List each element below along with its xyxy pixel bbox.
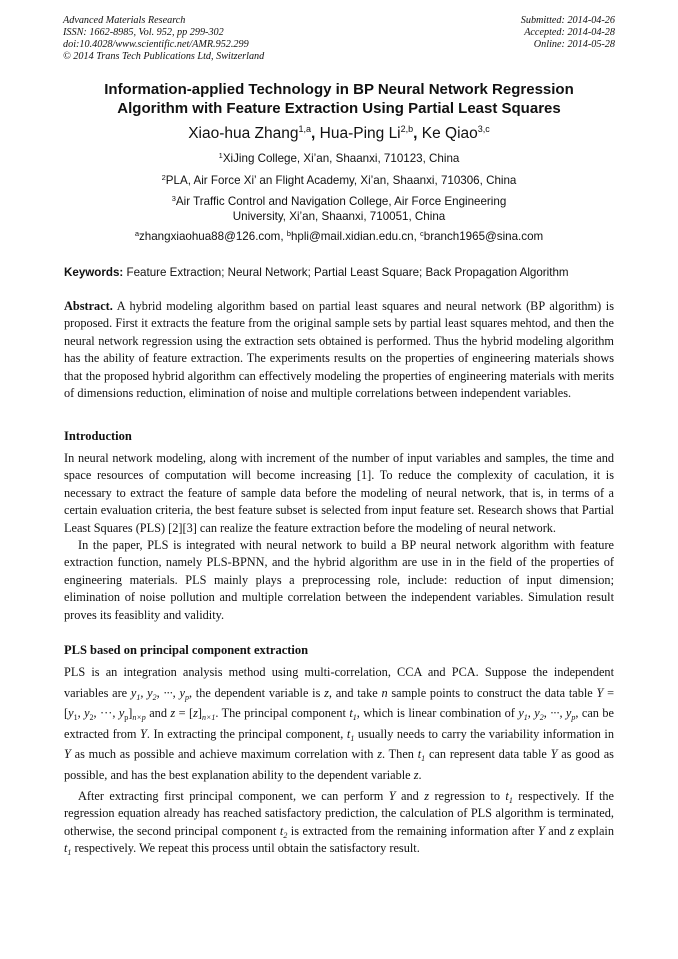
math-t1: $t_1$ xyxy=(346,726,355,743)
copyright-line: © 2014 Trans Tech Publications Ltd, Switzerland xyxy=(63,51,265,62)
math-Y: Y xyxy=(64,747,71,762)
math-y-list: $y_1$, $y_2$, ···, $y_p$ xyxy=(130,685,189,702)
email-sep: , xyxy=(280,230,287,243)
author-name: Hua-Ping Li xyxy=(319,125,401,142)
math-Y: Y xyxy=(550,747,558,762)
math-z-vector: $z = [z]_{n\times 1}$ xyxy=(170,706,216,723)
pls-paragraph-1: PLS is an integration analysis method using multi-correlation, CCA and PCA. Suppose the independent variables are $y_1$, $y_2$, ···, $y_p$, the dependent variable is z, and take n sample points to construct the data table $Y = [y_1$, $y_2$, ···, $y_p]_{n\times p}$ and $z = [z]_{n\times 1}$. The principal component $t_1$, which is linear combination of $y_1$, $y_2$, ···, $y_p$, can be extracted from Y. In extracting the principal component, $t_1$ usually needs to carry the variability information in Y as much as possible and achieve maximum correlation with z. Then $t_1$ can represent data table Y as good as possible, and has the best explanation ability to the dependent variable z. xyxy=(64,665,615,782)
affiliation-3 xyxy=(40,194,638,224)
email-sup: c xyxy=(420,229,424,238)
journal-name: Advanced Materials Research xyxy=(63,15,186,26)
math-data-table: $Y = [y_1$, $y_2$, ···, $y_p]_{n\times p}$ xyxy=(64,685,615,723)
author-sep: , xyxy=(413,125,422,142)
author-list xyxy=(40,124,638,144)
keywords-text: Feature Extraction; Neural Network; Partial Least Square; Back Propagation Algorithm xyxy=(123,266,569,279)
abstract xyxy=(64,298,614,402)
affiliation-text: Air Traffic Control and Navigation College, Air Force Engineering xyxy=(175,195,507,208)
issn-line: ISSN: 1662-8985, Vol. 952, pp 299-302 xyxy=(63,27,224,38)
math-z: z xyxy=(324,685,329,700)
paper-title xyxy=(40,80,638,118)
affiliation-text-2: University, Xi’an, Shaanxi, 710051, China xyxy=(232,210,446,223)
affiliation-sup: 1 xyxy=(218,151,223,160)
submission-dates xyxy=(521,15,615,51)
affiliation-text: PLA, Air Force Xi’ an Flight Academy, Xi’an, Shaanxi, 710306, China xyxy=(165,174,517,187)
math-t1: $t_1$ xyxy=(417,747,426,764)
affiliation-sup: 2 xyxy=(161,173,166,182)
email-sup: b xyxy=(286,229,291,238)
journal-info xyxy=(63,15,264,63)
author-sup: 2,b xyxy=(400,124,414,134)
email-sep: , xyxy=(413,230,421,243)
keywords xyxy=(64,265,624,280)
math-z: z xyxy=(413,767,419,782)
email-address: branch1965@sina.com xyxy=(423,230,544,243)
pls-body xyxy=(64,662,614,858)
doi-line: doi:10.4028/www.scientific.net/AMR.952.299 xyxy=(63,39,249,50)
pls-paragraph-2: After extracting first principal component, we can perform Y and z regression to $t_1$ respectively. If the regression equation already has reached satisfactory prediction, the calculation of PLS algorithm is terminated, otherwise, the second principal component $t_2$ is extracted from the remaining information after Y and z explain $t_1$ respectively. We repeat this process until obtain the satisfactory result. xyxy=(64,788,615,858)
author-sep: , xyxy=(311,125,320,142)
math-n: n xyxy=(381,685,388,700)
author-sup: 1,a xyxy=(298,124,312,134)
math-Y: Y xyxy=(140,726,147,741)
math-z: z xyxy=(377,747,383,762)
introduction-body xyxy=(64,450,614,624)
abstract-text: A hybrid modeling algorithm based on partial least squares and neural network (BP algorithm) is proposed. First it extracts the feature from the original sample sets by partial least squares mehtod, and then the neural network regression using the extraction sets obtained is performed. Thus the hybrid modeling algorithm has the ability of feature extraction. The experiments results on the properties of engineering materials shows that the proposed hybrid algorithm can effectively modeling the properties of engineering materials with merits of dimensions reduction, elimination of noise and multiple correlations between independent variables. xyxy=(64,299,614,401)
accepted-date: Accepted: 2014-04-28 xyxy=(524,27,615,38)
email-address: hpli@mail.xidian.edu.cn xyxy=(290,230,414,243)
intro-paragraph-1: In neural network modeling, along with increment of the number of input variables and samples, the time and space resources of computation will become increasing [1]. To reduce the complexity of caculation, it is necessary to extract the feature of sample data before the modeling of neural network, that is, in terms of a certain evaluation criteria, the best feature subset is selected from input feature set. Research shows that Partial Least Squares (PLS) [2][3] can realize the feature extraction before the modeling of neural network. xyxy=(64,451,614,535)
introduction-heading: Introduction xyxy=(64,429,132,443)
submitted-date: Submitted: 2014-04-26 xyxy=(520,15,615,26)
pls-heading: PLS based on principal component extraction xyxy=(64,643,309,657)
author-name: Xiao-hua Zhang xyxy=(188,125,299,142)
math-t1: $t_1$ xyxy=(349,706,357,723)
affiliation-1 xyxy=(40,151,638,166)
email-list xyxy=(40,229,638,244)
math-y-list: $y_1$, $y_2$, ···, $y_p$ xyxy=(518,706,576,723)
email-sup: a xyxy=(134,229,139,238)
affiliation-text: XiJing College, Xi’an, Shaanxi, 710123, China xyxy=(222,152,460,165)
online-date: Online: 2014-05-28 xyxy=(533,39,615,50)
affiliation-2 xyxy=(40,173,638,188)
title-line-2: Algorithm with Feature Extraction Using Partial Least Squares xyxy=(117,100,561,117)
abstract-label: Abstract. xyxy=(64,299,113,313)
intro-paragraph-2: In the paper, PLS is integrated with neural network to build a BP neural network algorithm with feature extraction function, namely PLS-BPNN, and the hybrid algorithm are use in in the field of the properties of engineering materials. PLS mainly plays a preprocessing role, include: reduction of input dimension; elimination of noise pollution and multiple correlation between the independent variables. Simulation result proves its feasiblity and validity. xyxy=(64,538,614,622)
author-sup: 3,c xyxy=(477,124,490,134)
email-address: zhangxiaohua88@126.com xyxy=(138,230,281,243)
keywords-label: Keywords: xyxy=(64,266,124,279)
author-name: Ke Qiao xyxy=(421,125,478,142)
affiliation-sup: 3 xyxy=(171,194,176,203)
title-line-1: Information-applied Technology in BP Neural Network Regression xyxy=(104,81,574,98)
